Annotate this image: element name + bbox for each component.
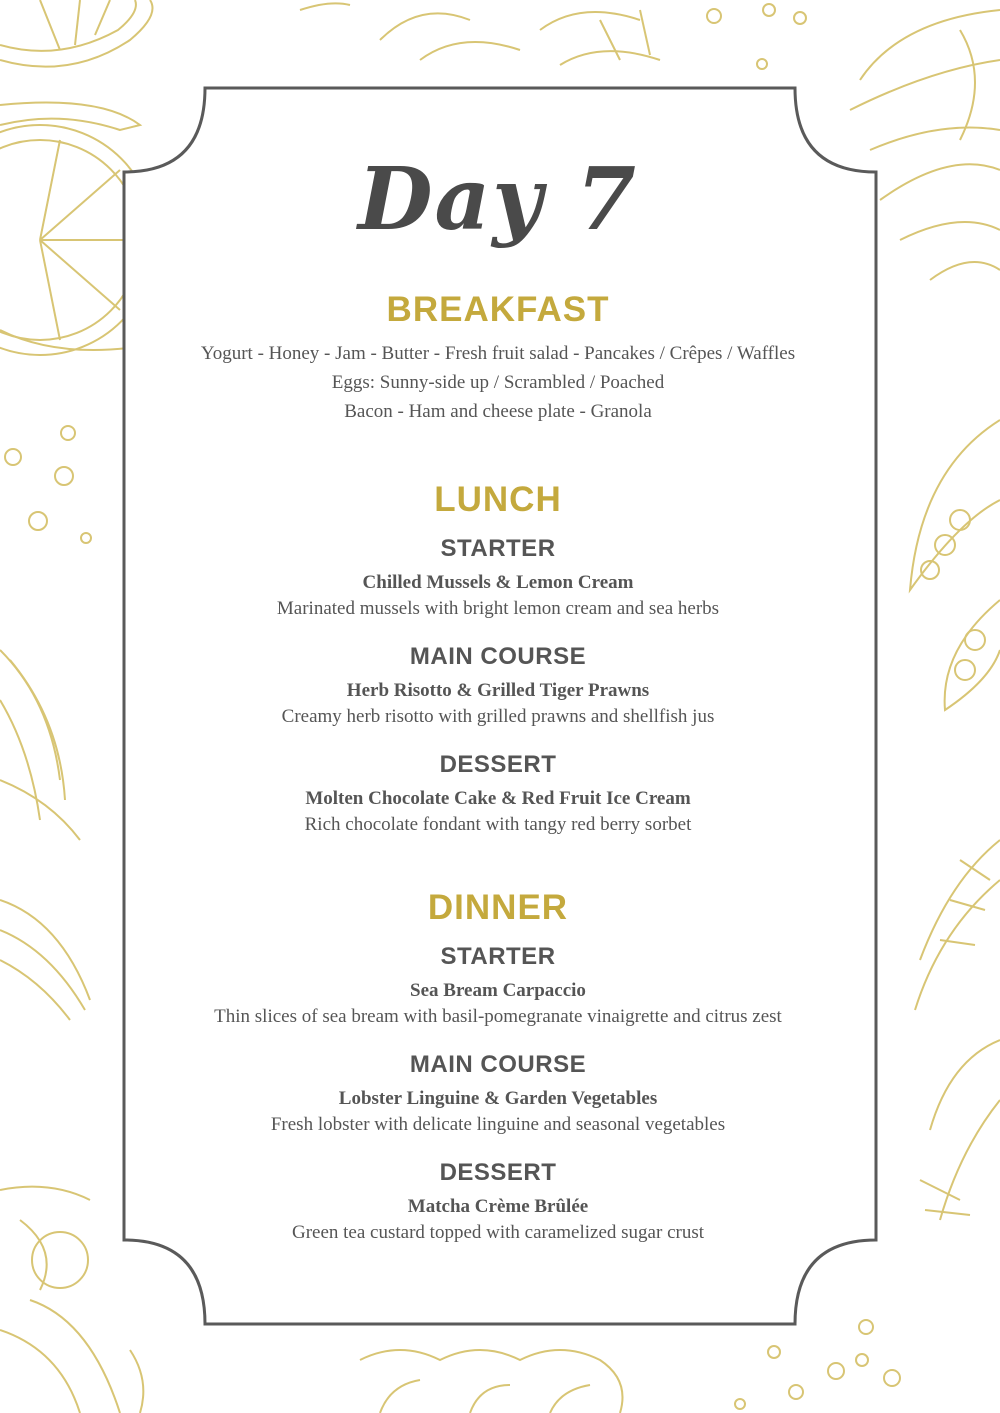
dish-description: Green tea custard topped with caramelized sugar crust <box>291 1222 705 1243</box>
course-label: STARTER <box>440 535 556 562</box>
breakfast-heading: BREAKFAST <box>386 290 610 329</box>
lunch-section <box>130 478 866 838</box>
dish-name: Herb Risotto & Grilled Tiger Prawns <box>346 680 650 701</box>
dinner-heading: DINNER <box>427 888 569 927</box>
course-label: DESSERT <box>439 751 557 778</box>
breakfast-line: Eggs: Sunny-side up / Scrambled / Poached <box>331 372 665 393</box>
dish-description: Marinated mussels with bright lemon cream and sea herbs <box>276 598 720 619</box>
dinner-main <box>130 1050 866 1138</box>
course-label: STARTER <box>440 943 556 970</box>
dinner-dessert <box>130 1158 866 1246</box>
dish-name: Chilled Mussels & Lemon Cream <box>362 572 634 593</box>
dinner-starter <box>130 942 866 1030</box>
lunch-main <box>130 642 866 730</box>
page-title: Day 7 <box>357 149 639 250</box>
lunch-starter <box>130 534 866 622</box>
dish-description: Thin slices of sea bream with basil-pomegranate vinaigrette and citrus zest <box>214 1006 782 1027</box>
menu-content <box>130 140 866 1246</box>
course-label: DESSERT <box>439 1159 557 1186</box>
breakfast-section <box>130 288 866 426</box>
breakfast-line: Yogurt - Honey - Jam - Butter - Fresh fruit salad - Pancakes / Crêpes / Waffles <box>200 343 796 364</box>
dinner-section <box>130 886 866 1246</box>
dish-name: Sea Bream Carpaccio <box>410 980 586 1001</box>
lunch-heading: LUNCH <box>434 480 562 519</box>
dish-description: Rich chocolate fondant with tangy red berry sorbet <box>304 814 692 835</box>
dish-description: Fresh lobster with delicate linguine and seasonal vegetables <box>270 1114 726 1135</box>
dish-name: Molten Chocolate Cake & Red Fruit Ice Cream <box>305 788 691 809</box>
dish-description: Creamy herb risotto with grilled prawns and shellfish jus <box>281 706 715 727</box>
dish-name: Lobster Linguine & Garden Vegetables <box>338 1088 658 1109</box>
course-label: MAIN COURSE <box>409 643 587 670</box>
breakfast-line: Bacon - Ham and cheese plate - Granola <box>344 401 652 422</box>
course-label: MAIN COURSE <box>409 1051 587 1078</box>
lunch-dessert <box>130 750 866 838</box>
dish-name: Matcha Crème Brûlée <box>407 1196 589 1217</box>
